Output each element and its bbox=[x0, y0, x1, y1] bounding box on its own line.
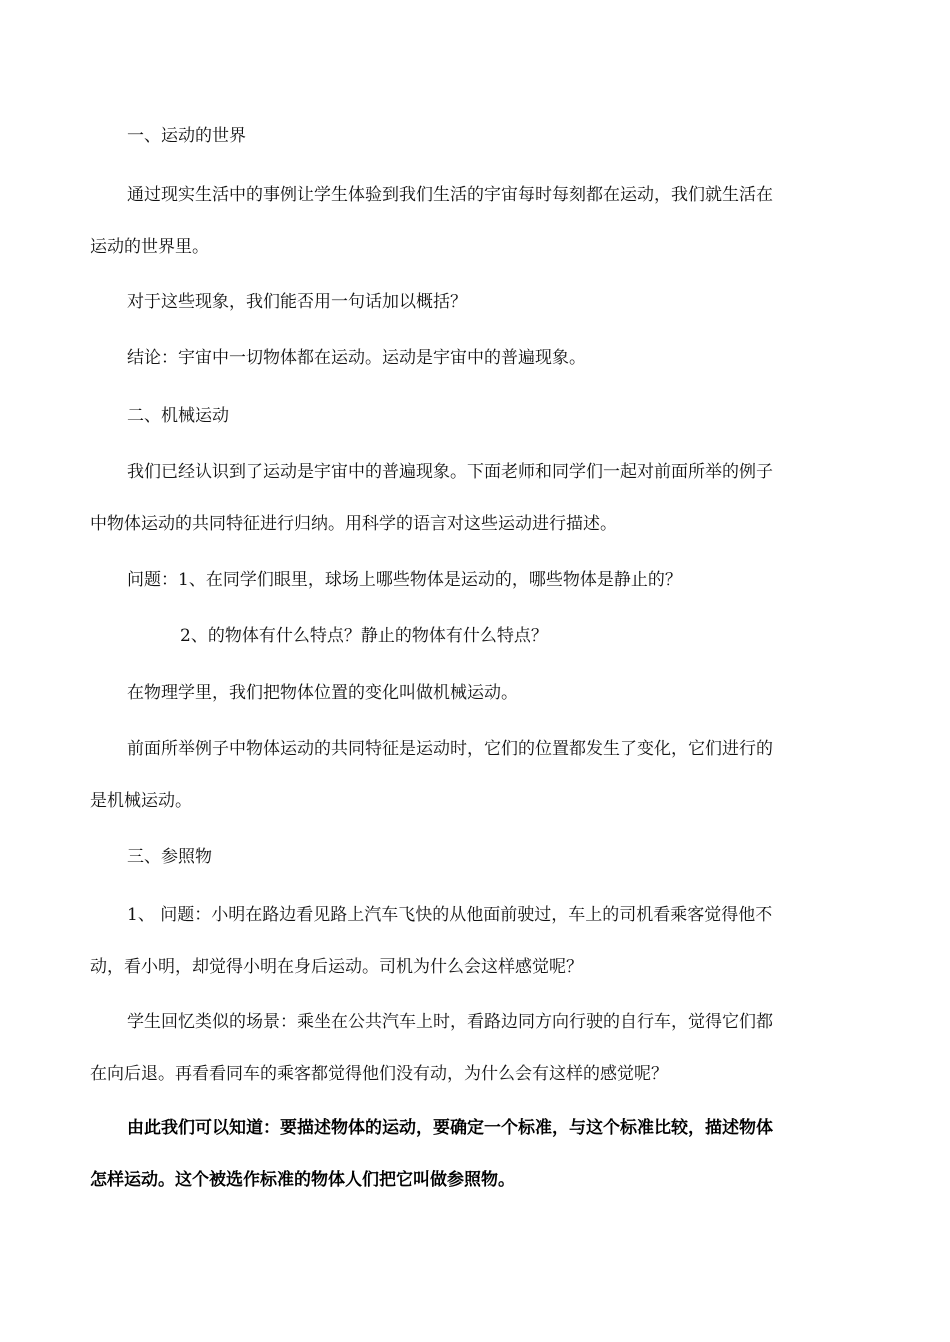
paragraph-line: 对于这些现象，我们能否用一句话加以概括？ bbox=[127, 292, 467, 312]
section-heading-2: 二、机械运动 bbox=[127, 406, 229, 426]
section-heading-1: 一、运动的世界 bbox=[127, 126, 246, 146]
paragraph-line: 运动的世界里。 bbox=[90, 237, 209, 257]
conclusion-line: 由此我们可以知道：要描述物体的运动，要确定一个标准，与这个标准比较，描述物体 bbox=[127, 1118, 773, 1138]
paragraph-line: 是机械运动。 bbox=[90, 791, 192, 811]
paragraph-line: 我们已经认识到了运动是宇宙中的普遍现象。下面老师和同学们一起对前面所举的例子 bbox=[127, 462, 773, 482]
section-heading-3: 三、参照物 bbox=[127, 847, 212, 867]
paragraph-line: 通过现实生活中的事例让学生体验到我们生活的宇宙每时每刻都在运动，我们就生活在 bbox=[127, 185, 773, 205]
question-line: 2、的物体有什么特点？静止的物体有什么特点？ bbox=[180, 626, 548, 646]
paragraph-line: 在向后退。再看看同车的乘客都觉得他们没有动，为什么会有这样的感觉呢？ bbox=[90, 1064, 668, 1084]
paragraph-line: 学生回忆类似的场景：乘坐在公共汽车上时，看路边同方向行驶的自行车，觉得它们都 bbox=[127, 1012, 773, 1032]
question-line: 1、 问题：小明在路边看见路上汽车飞快的从他面前驶过，车上的司机看乘客觉得他不 bbox=[127, 905, 773, 925]
question-line: 动，看小明，却觉得小明在身后运动。司机为什么会这样感觉呢？ bbox=[90, 957, 583, 977]
question-line: 问题：1、在同学们眼里，球场上哪些物体是运动的，哪些物体是静止的？ bbox=[127, 570, 682, 590]
paragraph-line: 中物体运动的共同特征进行归纳。用科学的语言对这些运动进行描述。 bbox=[90, 514, 617, 534]
paragraph-line: 前面所举例子中物体运动的共同特征是运动时，它们的位置都发生了变化，它们进行的 bbox=[127, 739, 773, 759]
paragraph-line: 结论：宇宙中一切物体都在运动。运动是宇宙中的普遍现象。 bbox=[127, 348, 586, 368]
conclusion-line: 怎样运动。这个被选作标准的物体人们把它叫做参照物。 bbox=[90, 1170, 515, 1190]
paragraph-line: 在物理学里，我们把物体位置的变化叫做机械运动。 bbox=[127, 683, 518, 703]
